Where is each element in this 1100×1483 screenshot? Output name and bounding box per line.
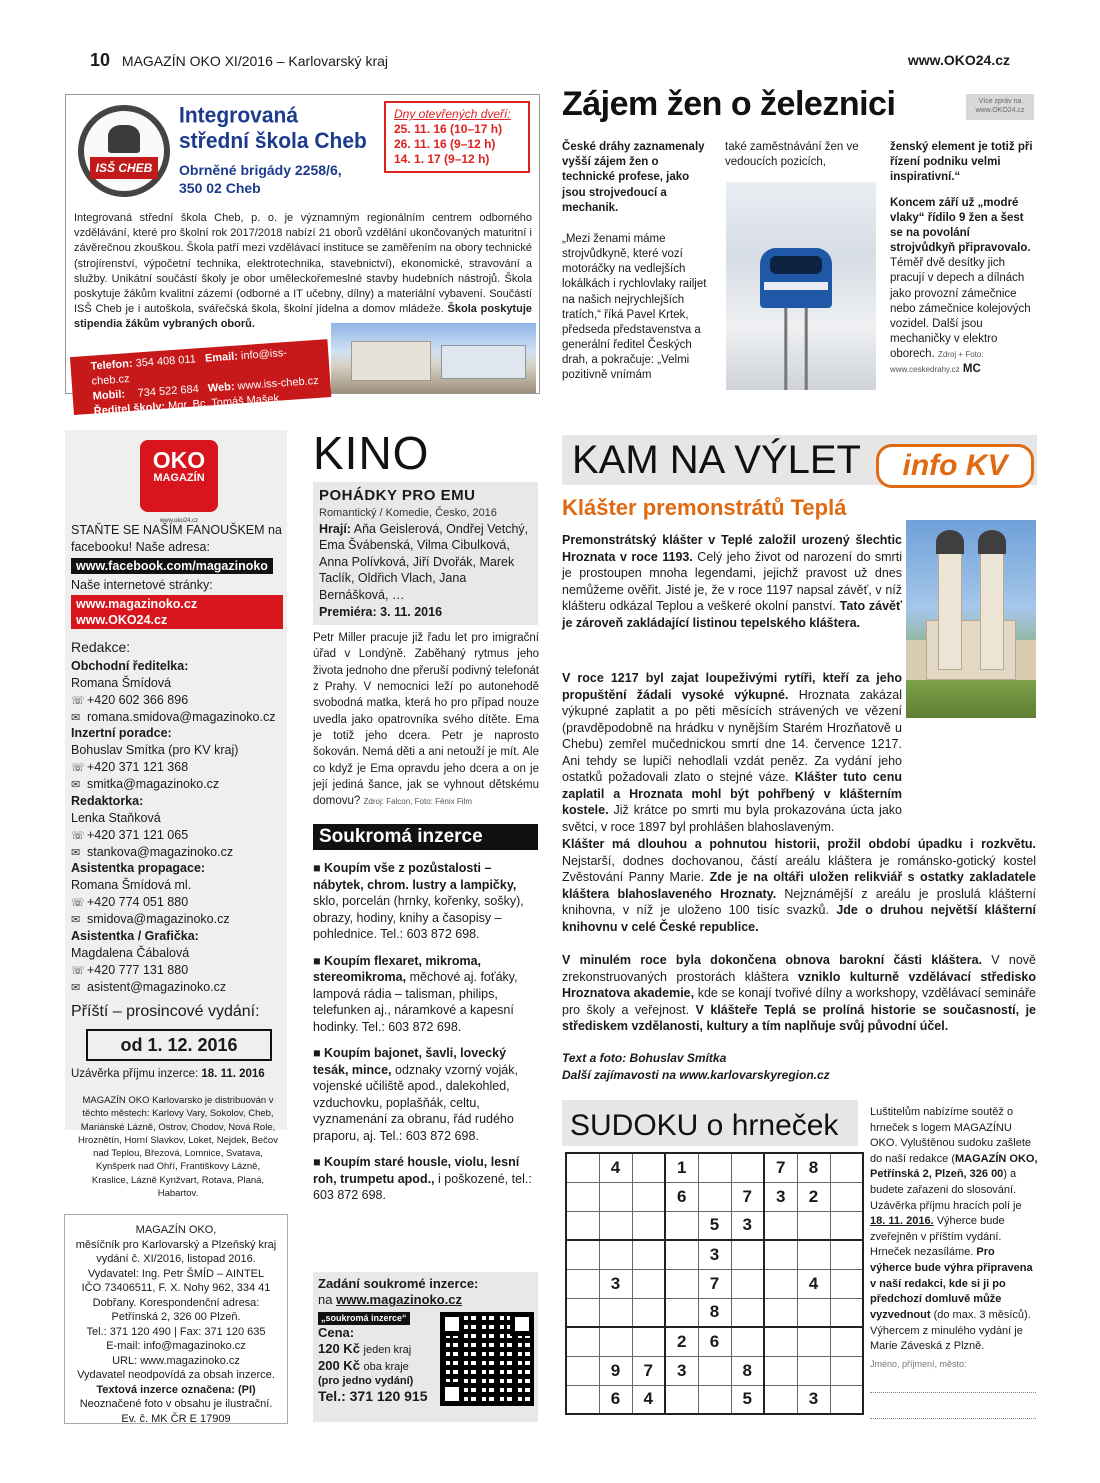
phone-icon: ☏ bbox=[71, 694, 85, 707]
staff-entry bbox=[71, 725, 283, 793]
staff-role: Asistentka / Grafička: bbox=[71, 928, 199, 943]
school-description-bold: Škola poskytuje stipendia žákům vybraných oborů. bbox=[74, 303, 532, 331]
sudoku-cell[interactable]: 3 bbox=[797, 1385, 830, 1414]
sudoku-cell[interactable] bbox=[632, 1153, 665, 1182]
sudoku-cell[interactable] bbox=[731, 1269, 764, 1298]
sudoku-cell[interactable] bbox=[599, 1182, 632, 1211]
staff-email[interactable]: stankova@magazinoko.cz bbox=[87, 844, 234, 859]
train-col3-bold2: Koncem září už „modré vlaky“ řídilo 9 žen a šest se na povolání strojvůdkyň připravovalo. bbox=[890, 196, 1031, 255]
sudoku-cell[interactable] bbox=[632, 1211, 665, 1240]
director-label: Ředitel školy: bbox=[93, 400, 166, 418]
impressum-line: vydání č. XI/2016, listopad 2016. bbox=[96, 1253, 256, 1266]
sudoku-cell[interactable] bbox=[665, 1385, 698, 1414]
web-value[interactable]: www.iss-cheb.cz bbox=[237, 374, 320, 393]
logo-site-text: www.oko24.cz bbox=[159, 518, 199, 524]
ad-item: ■ Koupím staré housle, violu, lesní roh, trumpetu apod., i poškozené, tel.: 603 872 698. bbox=[313, 1155, 532, 1202]
phone-icon: ☏ bbox=[71, 829, 85, 842]
trip-p2-text2: Již krátce po smrti mu byla prokazována úcta jako světci, v roce 1897 byl prohlášen blahoslaveným. bbox=[562, 803, 902, 834]
sudoku-cell[interactable] bbox=[797, 1298, 830, 1327]
sudoku-cell[interactable] bbox=[830, 1240, 863, 1269]
sudoku-cell[interactable] bbox=[830, 1182, 863, 1211]
sudoku-cell[interactable]: 4 bbox=[599, 1153, 632, 1182]
sudoku-text1: Luštitelům nabízíme soutěž o hrneček s logem MAGAZÍNU OKO. Vyluštěnou sudoku zašlete do naší redakce ( bbox=[870, 1106, 1032, 1165]
sudoku-cell[interactable] bbox=[764, 1385, 797, 1414]
order-on: na bbox=[318, 1292, 333, 1308]
ad-text: odznaky vzorný voják, vojenské učiliště apod., dalekohled, vzduchovku, poplašňák, celtu, vyznamenání za obranu, řád rudého praporu, aj. Tel.: 603 872 698. bbox=[313, 1062, 518, 1143]
staff-email[interactable]: smitka@magazinoko.cz bbox=[87, 777, 220, 792]
ad-text: i poškozené, tel.: 603 872 698. bbox=[313, 1171, 532, 1202]
sudoku-cell[interactable] bbox=[698, 1385, 731, 1414]
staff-phone[interactable]: +420 777 131 880 bbox=[87, 962, 189, 977]
trip-p4-bold2: vzniklo kulturně vzdělávací středisko Hroznatova akademie, bbox=[562, 969, 1036, 1000]
impressum-line: Neoznačené foto v obsahu je ilustrační. bbox=[79, 1398, 273, 1411]
sudoku-cell[interactable] bbox=[599, 1211, 632, 1240]
impressum-line: Tel.: 371 120 490 | Fax: 371 120 635 bbox=[86, 1325, 266, 1338]
web-link-magazinoko[interactable]: www.magazinoko.cz bbox=[76, 596, 198, 611]
sudoku-rules bbox=[870, 1105, 1038, 1371]
website-link[interactable]: www.OKO24.cz bbox=[907, 52, 1010, 68]
sudoku-heading: SUDOKU o hrneček bbox=[562, 1100, 858, 1146]
train-article-title: Zájem žen o železnici bbox=[562, 85, 896, 123]
movie-source: Zdroj: Falcon, Foto: Fénix Film bbox=[363, 797, 472, 807]
sudoku-cell[interactable] bbox=[566, 1269, 599, 1298]
fan-section bbox=[71, 522, 283, 629]
staff-name: Bohuslav Smítka (pro KV kraj) bbox=[71, 743, 239, 758]
staff-list bbox=[71, 638, 283, 995]
info-kv-badge: info KV bbox=[876, 444, 1034, 488]
sudoku-cell[interactable]: 4 bbox=[797, 1269, 830, 1298]
open-day: 14. 1. 17 (9–12 h) bbox=[394, 152, 490, 166]
impressum-line: měsíčník pro Karlovarský a Plzeňský kraj bbox=[75, 1238, 277, 1251]
price-label: Cena: bbox=[318, 1324, 355, 1340]
cast-label: Hrají: bbox=[319, 521, 351, 536]
impressum-line: Textová inzerce označena: (PI) bbox=[96, 1383, 256, 1396]
ad-bold: Koupím flexaret, mikroma, stereomikroma, bbox=[313, 953, 482, 984]
premiere-label: Premiéra: bbox=[319, 604, 377, 619]
fan-text: STAŇTE SE NAŠÍM FANOUŠKEM na facebooku! Naše adresa: bbox=[71, 523, 282, 554]
monastery-photo bbox=[906, 520, 1036, 718]
sudoku-form-line[interactable] bbox=[870, 1418, 1036, 1419]
impressum-line[interactable]: URL: www.magazinoko.cz bbox=[112, 1354, 240, 1367]
sudoku-cell[interactable]: 4 bbox=[632, 1385, 665, 1414]
logo-oko-text: OKO bbox=[152, 447, 206, 473]
sudoku-cell[interactable] bbox=[599, 1327, 632, 1356]
trip-p3-bold2: Zde je na oltáři uložen relikviář s ostatky zakladatele kláštera blahoslaveného Hroznaty. bbox=[562, 870, 1036, 901]
school-contact-band bbox=[70, 339, 331, 418]
trip-p2-bold2: Klášter tuto cenu zaplatil a Hroznata mohl být pohřbený v klášterním kostele. bbox=[562, 770, 902, 817]
sudoku-cell[interactable] bbox=[731, 1240, 764, 1269]
movie-synopsis bbox=[313, 630, 539, 810]
order-tag: „soukromá inzerce“ bbox=[318, 1312, 410, 1325]
deadline-date: 18. 11. 2016 bbox=[201, 1068, 265, 1080]
ad-item: ■ Koupím flexaret, mikroma, stereomikroma, měchové aj. foťáky, lampová rádia – talisman, philips, telefunken aj., náramkové a kapesní hodinky. Tel.: 603 872 698. bbox=[313, 953, 518, 1034]
train-col2-text: také zaměstnávání žen ve vedoucích pozicích, bbox=[725, 141, 859, 169]
sudoku-cell[interactable] bbox=[566, 1153, 599, 1182]
sudoku-cell[interactable] bbox=[764, 1240, 797, 1269]
sudoku-cell[interactable] bbox=[566, 1182, 599, 1211]
sudoku-cell[interactable] bbox=[731, 1298, 764, 1327]
mail-icon: ✉ bbox=[71, 779, 81, 792]
staff-entry bbox=[71, 928, 283, 996]
price1-value: 120 Kč bbox=[318, 1341, 360, 1356]
ad-bold: Koupím staré housle, violu, lesní roh, trumpetu apod., bbox=[313, 1155, 520, 1186]
next-issue-date: od 1. 12. 2016 bbox=[86, 1029, 272, 1061]
sudoku-cell[interactable] bbox=[566, 1385, 599, 1414]
sudoku-grid bbox=[565, 1152, 864, 1415]
sudoku-address: MAGAZÍN OKO, Petřínská 2, Plzeň, 326 00 bbox=[870, 1152, 1038, 1181]
open-day: 25. 11. 16 (10–17 h) bbox=[394, 122, 503, 136]
mail-icon: ✉ bbox=[71, 914, 81, 927]
movie-cast: Aňa Geislerová, Ondřej Vetchý, Ema Švábenská, Vilma Cibulková, Anna Polívková, Jiří Dvořák, Marek Taclík, Oldřich Vlach, Jana Bernášková, … bbox=[319, 521, 529, 603]
order-phone[interactable]: Tel.: 371 120 915 bbox=[318, 1388, 428, 1405]
sudoku-cell[interactable] bbox=[599, 1240, 632, 1269]
staff-entry bbox=[71, 860, 283, 928]
trip-credit: Text a foto: Bohuslav Smítka bbox=[562, 1051, 727, 1065]
sudoku-cell[interactable] bbox=[764, 1356, 797, 1385]
address-line1: Obrněné brigády 2258/6, bbox=[179, 162, 342, 178]
staff-phone[interactable]: +420 371 121 065 bbox=[87, 827, 189, 842]
sudoku-text3-bold: Pro výherce bude výhra připravena v naší redakci, kde si ji po předchozí domluvě může vyzvednout bbox=[870, 1246, 1033, 1321]
order-url[interactable]: www.magazinoko.cz bbox=[336, 1292, 463, 1308]
trip-p4-text2: kde se konají tvořivé dílny a workshopy, vzdělávací semináře pro školy a veřejnost. bbox=[562, 986, 1036, 1017]
train-col3-text: Téměř dvě desítky jich pracují v depech a dílnách jako provozní zámečnice nebo zámečnice kolejových vozidel. Další jsou mechaničky v elektro oborech. bbox=[890, 257, 1031, 361]
trip-paragraph-4 bbox=[562, 952, 1036, 1035]
sudoku-cell[interactable] bbox=[599, 1298, 632, 1327]
sudoku-cell[interactable] bbox=[665, 1298, 698, 1327]
impressum-line: Dobřany. Korespondenční adresa: bbox=[92, 1296, 260, 1309]
private-ads-list bbox=[313, 860, 538, 1214]
sudoku-cell[interactable] bbox=[830, 1298, 863, 1327]
sudoku-cell[interactable] bbox=[830, 1211, 863, 1240]
train-col3-bold: ženský element je totiž při řízení podniku velmi inspirativní.“ bbox=[890, 141, 1033, 184]
sudoku-cell[interactable] bbox=[665, 1211, 698, 1240]
sudoku-cell[interactable] bbox=[698, 1153, 731, 1182]
email-value[interactable]: info@iss-cheb.cz bbox=[91, 347, 288, 388]
crest-icon bbox=[108, 125, 140, 153]
sudoku-cell[interactable]: 3 bbox=[698, 1240, 731, 1269]
staff-email[interactable]: smidova@magazinoko.cz bbox=[87, 912, 230, 927]
school-title-line1: Integrovaná bbox=[179, 103, 299, 128]
sudoku-cell[interactable] bbox=[764, 1269, 797, 1298]
staff-role: Obchodní ředitelka: bbox=[71, 658, 189, 673]
trip-paragraph-3 bbox=[562, 836, 1036, 935]
sudoku-cell[interactable]: 9 bbox=[599, 1356, 632, 1385]
sudoku-cell[interactable]: 7 bbox=[731, 1182, 764, 1211]
web-label: Web: bbox=[207, 380, 235, 395]
impressum-line[interactable]: E-mail: info@magazinoko.cz bbox=[106, 1340, 246, 1353]
movie-info-box bbox=[313, 482, 538, 625]
sudoku-cell[interactable]: 3 bbox=[665, 1356, 698, 1385]
staff-role: Inzertní poradce: bbox=[71, 726, 172, 741]
movie-genre: Romantický / Komedie, Česko, 2016 bbox=[319, 506, 497, 519]
sudoku-cell[interactable]: 2 bbox=[665, 1327, 698, 1356]
impressum-line: IČO 73406511, F. X. Nohy 962, 334 41 bbox=[81, 1282, 271, 1295]
sudoku-cell[interactable]: 5 bbox=[731, 1385, 764, 1414]
telefon-label: Telefon: bbox=[90, 357, 133, 373]
sudoku-cell[interactable] bbox=[632, 1298, 665, 1327]
sudoku-cell[interactable] bbox=[830, 1385, 863, 1414]
school-description-text: Integrovaná střední škola Cheb, p. o. je významným regionálním centrem odborného vzdělávání, které pro školní rok 2017/2018 nabízí 21 oborů vzdělání ukončovaných maturitní i závěrečnou zkouškou. Škola patří mezi vzdělávací instituce se zaměřením na obory technické (strojírenství, výpočetní technika, elektrotechnika, stavebnictví), ekonomické, stravování a služby. Unikátní součástí školy je obor uměleckořemeslné stavby hudebních nástrojů. Škola poskytuje žákům kvalitní zázemí (odborné a IT učebny, dílny) a materiální vybavení. Součástí ISŠ Cheb je i autoškola, svářečská škola, školní jídelna a domov mládeže. bbox=[74, 212, 532, 316]
order-title: Zadání soukromé inzerce: bbox=[318, 1276, 479, 1291]
sudoku-cell[interactable] bbox=[566, 1327, 599, 1356]
next-issue-label: Příští – prosincové vydání: bbox=[71, 1003, 260, 1020]
sudoku-text2: ) a budete zařazeni do slosování. Uzávěrka příjmu hracích polí je bbox=[870, 1168, 1022, 1212]
sudoku-cell[interactable] bbox=[797, 1240, 830, 1269]
sudoku-cell[interactable] bbox=[731, 1153, 764, 1182]
sudoku-cell[interactable] bbox=[665, 1269, 698, 1298]
ad-item: ■ Koupím bajonet, šavli, lovecký tesák, mince, odznaky vzorný voják, vojenské učiliště apod., dalekohled, vzduchovku, poplašňák, celtu, vyznamenání za obranu, řád rudého praporu, aj. Tel.: 603 872 698. bbox=[313, 1046, 518, 1143]
school-title bbox=[179, 104, 367, 153]
sudoku-cell[interactable]: 8 bbox=[731, 1356, 764, 1385]
train-photo bbox=[726, 182, 876, 390]
train-article-col3 bbox=[890, 140, 1036, 378]
director-value: Mgr. Bc. Tomáš Mašek bbox=[167, 392, 280, 412]
sudoku-cell[interactable]: 6 bbox=[665, 1182, 698, 1211]
sudoku-form-label: Jméno, příjmení, město: bbox=[870, 1358, 967, 1369]
sudoku-cell[interactable] bbox=[632, 1182, 665, 1211]
sudoku-cell[interactable] bbox=[830, 1356, 863, 1385]
price2-value: 200 Kč bbox=[318, 1357, 360, 1373]
web-label-text: Naše internetové stránky: bbox=[71, 577, 213, 592]
premiere-date: 3. 11. 2016 bbox=[380, 604, 443, 619]
staff-name: Romana Šmídová ml. bbox=[71, 878, 192, 893]
train-quote: „Mezi ženami máme strojvůdkyně, které vozí motoráčky na vedlejších lokálkách i rychlovlaky railjet na našich nejrychlejších tratích,“ říká Pavel Krtek, předseda představenstva a generální ředitel Českých drah, a pokračuje: „Velmi pozitivně vnímám bbox=[562, 232, 707, 382]
ad-text: sklo, porcelán (hrnky, kořenky, sošky), obrazy, hodiny, knihy a časopisy – pohlednice. Tel.: 603 872 698. bbox=[313, 894, 524, 941]
open-day: 26. 11. 16 (9–12 h) bbox=[394, 137, 496, 151]
staff-email[interactable]: asistent@magazinoko.cz bbox=[87, 979, 227, 994]
staff-name: Magdalena Čábalová bbox=[71, 945, 190, 960]
mobil-value[interactable]: 734 522 684 bbox=[137, 382, 200, 400]
facebook-link[interactable]: www.facebook.com/magazinoko bbox=[71, 558, 273, 574]
sudoku-form-line[interactable] bbox=[870, 1392, 1036, 1393]
sudoku-cell[interactable] bbox=[731, 1327, 764, 1356]
ad-bold: Koupím bajonet, šavli, lovecký tesák, mince, bbox=[313, 1046, 507, 1077]
redakce-heading: Redakce: bbox=[71, 639, 131, 655]
ad-text: měchové aj. foťáky, lampová rádia – talisman, philips, telefunken aj., náramkové a kapesní hodinky. Tel.: 603 872 698. bbox=[313, 970, 518, 1034]
qr-code-icon[interactable] bbox=[440, 1312, 534, 1406]
staff-entry bbox=[71, 793, 283, 861]
ad-item: ■ Koupím vše z pozůstalosti – nábytek, chrom. lustry a lampičky, sklo, porcelán (hrnky, kořenky, sošky), obrazy, hodiny, knihy a časopisy – pohlednice. Tel.: 603 872 698. bbox=[313, 861, 524, 941]
oko-magazine-logo bbox=[140, 440, 218, 524]
sudoku-cell[interactable] bbox=[698, 1182, 731, 1211]
staff-name: Romana Šmídová bbox=[71, 675, 172, 690]
impressum-line: Vydavatel: Ing. Petr ŠMÍD – AINTEL bbox=[87, 1267, 265, 1280]
impressum-line: MAGAZÍN OKO, bbox=[135, 1224, 217, 1236]
trip-paragraph-1 bbox=[562, 532, 902, 631]
trip-p1-bold2: Tato závěť je zároveň zakládající listinou tepelského kláštera. bbox=[562, 599, 902, 630]
trip-p4-bold3: V klášteře Teplá se prolíná historie se současností, je střediskem vzdělanosti, kultury a tím naplňuje svůj původní účel. bbox=[562, 1002, 1037, 1033]
trip-p3-bold3: Jde o druhou největší klášterní knihovnu v celé České republice. bbox=[562, 903, 1036, 934]
staff-phone[interactable]: +420 774 051 880 bbox=[87, 895, 189, 910]
price1-text: jeden kraj bbox=[363, 1344, 412, 1356]
school-address bbox=[179, 161, 342, 197]
staff-name: Lenka Staňková bbox=[71, 810, 161, 825]
phone-icon: ☏ bbox=[71, 762, 85, 775]
trip-p3-bold: Klášter má dlouhou a pohnutou historii, prožil období úpadku i rozkvětu. bbox=[562, 837, 1036, 851]
staff-role: Asistentka propagace: bbox=[71, 861, 206, 876]
sudoku-cell[interactable] bbox=[632, 1240, 665, 1269]
sudoku-cell[interactable] bbox=[797, 1211, 830, 1240]
trip-p1-text: Celý jeho život od narození do smrti je prostoupen mnoha legendami, jejichž pravost už dnes nemůžeme ověřit. Jisté je, že v roce 1197 napsal závěť, v níž klášteru odkázal Teplou a veškeré okolní panství. bbox=[562, 549, 902, 613]
trip-p4-text: V nově zrekonstruovaných prostorách kláštera bbox=[562, 953, 1036, 984]
trip-p2-text: Hroznata zakázal výkupné zaplatit a po pěti měsících strávených ve vězení (pravděpodobně na hrádku v nynějším Starém Hrozňatově u Chebu) zemřel mučednickou smrtí dne 14. července 1217. Ani tehdy se lupiči nehodlali vzdát peněz. Za vydání jeho ostatků požadovali zlato o stejné váze. bbox=[562, 687, 902, 784]
sudoku-cell[interactable] bbox=[797, 1327, 830, 1356]
page-number: 10 bbox=[90, 50, 111, 70]
phone-icon: ☏ bbox=[71, 897, 85, 910]
trip-p3-text: Nejstarší, dodnes dochovanou, částí areálu kláštera je románsko-gotický kostel Zvěstování Panny Marie. bbox=[562, 853, 1036, 884]
phone-icon: ☏ bbox=[71, 964, 85, 977]
web-link-oko24[interactable]: www.OKO24.cz bbox=[76, 612, 168, 627]
trip-p3-text2: Nejznámější z areálu je proslulá klášterní knihovna, v níž je uloženo 100 tisíc svazků. bbox=[562, 886, 1036, 917]
school-title-line2: střední škola Cheb bbox=[179, 128, 367, 153]
sudoku-cell[interactable] bbox=[830, 1269, 863, 1298]
staff-phone[interactable]: +420 371 121 368 bbox=[87, 760, 189, 775]
sudoku-cell[interactable]: 2 bbox=[797, 1182, 830, 1211]
ad-bold: Koupím vše z pozůstalosti – nábytek, chrom. lustry a lampičky, bbox=[313, 861, 517, 892]
email-label: Email: bbox=[204, 350, 239, 365]
trip-paragraph-2 bbox=[562, 670, 902, 835]
trip-more-link[interactable]: Další zajímavosti na www.karlovarskyregion.cz bbox=[562, 1067, 830, 1082]
sudoku-cell[interactable]: 3 bbox=[764, 1182, 797, 1211]
more-news-badge[interactable]: Více zpráv na www.OKO24.cz bbox=[966, 94, 1034, 120]
trip-heading: KAM NA VÝLET bbox=[562, 435, 1037, 485]
sudoku-cell[interactable]: 8 bbox=[698, 1298, 731, 1327]
mail-icon: ✉ bbox=[71, 846, 81, 859]
sudoku-cell[interactable] bbox=[566, 1240, 599, 1269]
sudoku-cell[interactable] bbox=[566, 1298, 599, 1327]
price-note: (pro jedno vydání) bbox=[318, 1374, 414, 1387]
impressum-line: Ev. č. MK ČR E 17909 bbox=[121, 1412, 231, 1425]
sudoku-cell[interactable]: 6 bbox=[698, 1327, 731, 1356]
trip-credits bbox=[562, 1050, 1036, 1083]
private-ads-heading: Soukromá inzerce bbox=[313, 824, 538, 850]
open-days-box bbox=[384, 101, 530, 173]
trip-p4-bold: V minulém roce byla dokončena obnova barokní části kláštera. bbox=[562, 953, 983, 967]
sudoku-cell[interactable]: 5 bbox=[698, 1211, 731, 1240]
sudoku-cell[interactable] bbox=[764, 1298, 797, 1327]
price2-text: oba kraje bbox=[363, 1360, 409, 1373]
train-source: Zdroj + Foto: www.ceskedrahy.cz bbox=[890, 350, 984, 375]
sudoku-cell[interactable] bbox=[566, 1211, 599, 1240]
sudoku-text3: Výherce bude zveřejněn v příštím vydání. Hrneček nezasíláme. bbox=[870, 1215, 1005, 1259]
sudoku-deadline: 18. 11. 2016. bbox=[870, 1215, 934, 1228]
trip-p2-bold: V roce 1217 byl zajat loupeživými rytíři, kteří za jeho propuštění žádali vysoké výkupné. bbox=[562, 671, 902, 702]
mail-icon: ✉ bbox=[71, 711, 81, 724]
distribution-cities: MAGAZÍN OKO Karlovarsko je distribuován v těchto městech: Karlovy Vary, Sokolov, Cheb, Mariánské Lázně, Ostrov, Chodov, Nová Role, Hroznětín, Horní Slavkov, Loket, Nejdek, Bečov nad Teplou, Březová, Lomnice, Svatava, Kynšperk nad Ohří, Františkovy Lázně, Kraslice, Lázně Kynžvart, Rotava, Planá, Habartov. bbox=[78, 1095, 278, 1200]
deadline-label: Uzávěrka příjmu inzerce: bbox=[71, 1068, 199, 1080]
mobil-label: Mobil: bbox=[92, 388, 126, 403]
sudoku-cell[interactable]: 7 bbox=[632, 1356, 665, 1385]
school-logo bbox=[78, 105, 170, 197]
sudoku-cell[interactable]: 6 bbox=[599, 1385, 632, 1414]
sudoku-text4: (do max. 3 měsíců). Výhercem z minulého vydání je Marie Záveská z Plzně. bbox=[870, 1308, 1031, 1353]
web-links bbox=[71, 595, 283, 630]
sudoku-cell[interactable]: 7 bbox=[764, 1153, 797, 1182]
train-author: MC bbox=[962, 363, 981, 376]
train-article-col1 bbox=[562, 140, 708, 384]
sudoku-cell[interactable]: 1 bbox=[665, 1153, 698, 1182]
sudoku-cell[interactable] bbox=[830, 1327, 863, 1356]
staff-role: Redaktorka: bbox=[71, 793, 144, 808]
school-description bbox=[74, 211, 532, 332]
school-logo-text: ISŠ CHEB bbox=[90, 157, 158, 179]
address-line2: 350 02 Cheb bbox=[179, 180, 261, 197]
sudoku-cell[interactable]: 8 bbox=[797, 1153, 830, 1182]
logo-magazin-text: MAGAZÍN bbox=[153, 472, 205, 484]
sudoku-cell[interactable] bbox=[797, 1356, 830, 1385]
issue-label: MAGAZÍN OKO XI/2016 – Karlovarský kraj bbox=[121, 53, 389, 69]
mail-icon: ✉ bbox=[71, 981, 81, 994]
impressum-line: Vydavatel neodpovídá za obsah inzerce. bbox=[77, 1369, 275, 1382]
staff-entry bbox=[71, 658, 283, 726]
sudoku-cell[interactable] bbox=[764, 1211, 797, 1240]
school-advertisement bbox=[65, 94, 540, 418]
impressum-line: Petřínská 2, 326 00 Plzeň. bbox=[111, 1311, 241, 1324]
staff-email[interactable]: romana.smidova@magazinoko.cz bbox=[87, 709, 276, 724]
synopsis-text: Petr Miller pracuje již řadu let pro imigrační úřad v Londýně. Zaběhaný rytmus jeho života jednoho dne přeruší podivný telefonát z Prahy. V nemocnici leží po autonehodě svobodná matka, která ho pro případ nouze uvedla jako opatrovníka svého dítěte. Ema je totiž jeho dcera. Petr je naprosto šokován. Nemá děti a ani netouží je mít. Ale co když je Ema opravdu jeho dcera a on je její jediná šance, jak se vyhnout dětskému domovu? bbox=[313, 632, 539, 808]
sudoku-cell[interactable] bbox=[698, 1356, 731, 1385]
trip-subtitle: Klášter premonstrátů Teplá bbox=[562, 495, 847, 520]
sudoku-cell[interactable]: 3 bbox=[599, 1269, 632, 1298]
kino-heading: KINO bbox=[313, 427, 430, 479]
movie-title: POHÁDKY PRO EMU bbox=[319, 487, 476, 504]
sudoku-cell[interactable]: 7 bbox=[698, 1269, 731, 1298]
school-building-photo bbox=[331, 323, 536, 393]
staff-phone[interactable]: +420 602 366 896 bbox=[87, 692, 189, 707]
page-header bbox=[90, 50, 1010, 74]
sudoku-cell[interactable] bbox=[764, 1327, 797, 1356]
train-lead: České dráhy zaznamenaly vyšší zájem žen o technické profese, jako jsou strojvedoucí a mechanik. bbox=[562, 141, 705, 214]
sudoku-cell[interactable] bbox=[830, 1153, 863, 1182]
telefon-value[interactable]: 354 408 011 bbox=[135, 353, 197, 370]
trip-p1-bold: Premonstrátský klášter v Teplé založil urozený šlechtic Hroznata v roce 1193. bbox=[562, 533, 902, 564]
open-days-heading: Dny otevřených dveří: bbox=[394, 107, 511, 121]
sudoku-cell[interactable] bbox=[566, 1356, 599, 1385]
impressum bbox=[64, 1214, 288, 1424]
sudoku-cell[interactable] bbox=[632, 1269, 665, 1298]
deadline-text bbox=[71, 1068, 283, 1080]
sudoku-cell[interactable]: 3 bbox=[731, 1211, 764, 1240]
sudoku-cell[interactable] bbox=[665, 1240, 698, 1269]
sudoku-cell[interactable] bbox=[632, 1327, 665, 1356]
train-article-col2 bbox=[725, 140, 875, 170]
